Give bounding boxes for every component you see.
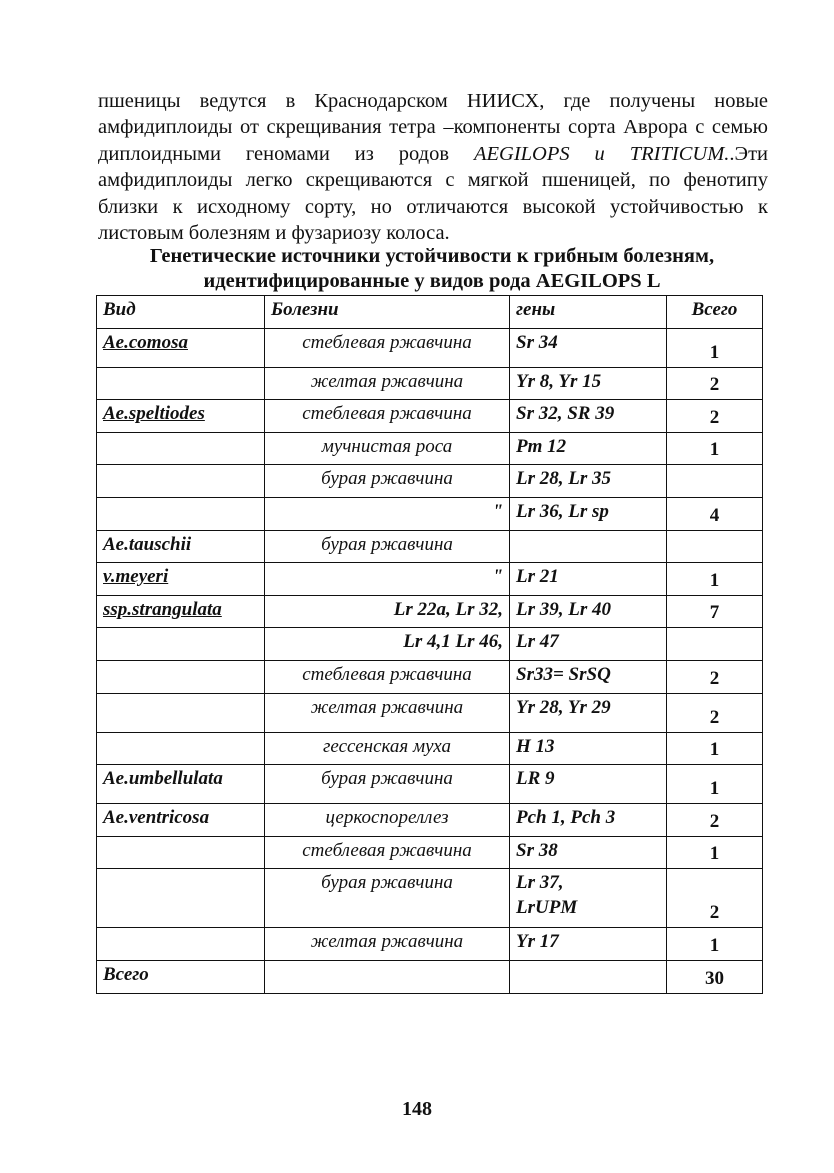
genes-cell: LR 9 xyxy=(510,765,667,804)
species-cell: v.meyeri xyxy=(103,566,169,588)
header-species: Вид xyxy=(97,296,265,329)
genes-cell: Sr 32, SR 39 xyxy=(510,400,667,433)
genes-cell xyxy=(510,960,667,993)
table-row xyxy=(97,563,763,596)
disease-cell: стеблевая ржавчина xyxy=(265,400,510,433)
genes-cell: Sr 38 xyxy=(510,836,667,869)
total-cell: 2 xyxy=(667,693,763,732)
genes-cell: Pch 1, Pch 3 xyxy=(510,804,667,837)
total-cell xyxy=(667,628,763,661)
genes-cell: Lr 39, Lr 40 xyxy=(510,595,667,628)
total-cell: 1 xyxy=(667,328,763,367)
disease-cell: " xyxy=(265,497,510,530)
table-title-line1: Генетические источники устойчивости к грибным болезням, xyxy=(149,245,715,267)
species-cell xyxy=(97,465,265,498)
species-cell xyxy=(97,693,265,732)
genes-cell: Lr 28, Lr 35 xyxy=(510,465,667,498)
genes-cell xyxy=(510,530,667,563)
table-row xyxy=(97,465,763,498)
table-row xyxy=(97,328,763,367)
disease-cell: бурая ржавчина xyxy=(265,530,510,563)
species-cell xyxy=(97,497,265,530)
resistance-table xyxy=(96,295,763,994)
table-row xyxy=(97,432,763,465)
genes-cell: Yr 8, Yr 15 xyxy=(510,367,667,400)
page-number: 148 xyxy=(402,1098,432,1120)
disease-cell: мучнистая роса xyxy=(265,432,510,465)
disease-cell: стеблевая ржавчина xyxy=(265,660,510,693)
disease-cell: Lr 4,1 Lr 46, xyxy=(265,628,510,661)
table-row xyxy=(97,400,763,433)
disease-cell: стеблевая ржавчина xyxy=(265,328,510,367)
genes-cell: Yr 28, Yr 29 xyxy=(510,693,667,732)
table-row xyxy=(97,693,763,732)
species-cell xyxy=(97,432,265,465)
table-row xyxy=(97,530,763,563)
species-cell: Ae.speltiodes xyxy=(103,403,205,425)
table-title xyxy=(96,244,768,294)
table-row xyxy=(97,732,763,765)
table-title-line2: идентифицированные у видов рода AEGILOPS L xyxy=(203,270,661,292)
table-row xyxy=(97,765,763,804)
genes-cell: Sr33= SrSQ xyxy=(510,660,667,693)
total-cell: 2 xyxy=(667,804,763,837)
table-row xyxy=(97,869,763,928)
body-paragraph xyxy=(98,88,768,246)
disease-cell: бурая ржавчина xyxy=(265,869,510,928)
species-cell xyxy=(97,732,265,765)
total-label-cell: Всего xyxy=(97,960,265,993)
disease-cell xyxy=(265,960,510,993)
genes-cell: Sr 34 xyxy=(510,328,667,367)
genes-line1: Lr 37, xyxy=(516,872,564,894)
total-cell: 1 xyxy=(667,732,763,765)
header-diseases: Болезни xyxy=(265,296,510,329)
table-header-row xyxy=(97,296,763,329)
species-cell: Ae.tauschii xyxy=(97,530,265,563)
species-cell: ssp.strangulata xyxy=(103,598,222,620)
total-cell: 2 xyxy=(667,367,763,400)
table-row xyxy=(97,367,763,400)
genes-cell: Pm 12 xyxy=(510,432,667,465)
table-row xyxy=(97,595,763,628)
total-cell: 2 xyxy=(667,660,763,693)
total-cell: 2 xyxy=(667,869,763,928)
disease-cell: желтая ржавчина xyxy=(265,928,510,961)
disease-cell: Lr 22a, Lr 32, xyxy=(265,595,510,628)
table-row xyxy=(97,836,763,869)
species-cell xyxy=(97,367,265,400)
genes-cell: H 13 xyxy=(510,732,667,765)
disease-cell: бурая ржавчина xyxy=(265,765,510,804)
header-genes: гены xyxy=(510,296,667,329)
disease-cell: церкоспореллез xyxy=(265,804,510,837)
table-row xyxy=(97,928,763,961)
species-cell xyxy=(97,869,265,928)
total-cell: 1 xyxy=(667,836,763,869)
total-cell: 1 xyxy=(667,432,763,465)
table-row xyxy=(97,804,763,837)
paragraph-text-b: .Эти амфидиплоиды легко скрещиваются с мягкой пшеницей, по фенотипу близки к исходному сорту, но отличаются высокой устойчивостью к листовым болезням и фузариозу колоса. xyxy=(98,142,768,245)
disease-cell: гессенская муха xyxy=(265,732,510,765)
total-cell: 1 xyxy=(667,928,763,961)
genes-cell: Lr 21 xyxy=(510,563,667,596)
header-total: Всего xyxy=(667,296,763,329)
species-cell xyxy=(97,628,265,661)
genes-cell: Lr 36, Lr sp xyxy=(510,497,667,530)
species-cell xyxy=(97,836,265,869)
table-row xyxy=(97,497,763,530)
table-row xyxy=(97,628,763,661)
genes-cell: Lr 47 xyxy=(510,628,667,661)
disease-cell: желтая ржавчина xyxy=(265,693,510,732)
disease-cell: стеблевая ржавчина xyxy=(265,836,510,869)
total-cell xyxy=(667,530,763,563)
species-cell: Ae.umbellulata xyxy=(97,765,265,804)
genes-line2: LrUPM xyxy=(516,897,578,919)
total-cell: 2 xyxy=(667,400,763,433)
species-cell: Ae.comosa xyxy=(103,331,188,353)
genes-cell xyxy=(510,869,667,928)
total-cell: 7 xyxy=(667,595,763,628)
total-cell: 4 xyxy=(667,497,763,530)
genes-cell: Yr 17 xyxy=(510,928,667,961)
species-cell xyxy=(97,660,265,693)
disease-cell: " xyxy=(265,563,510,596)
species-cell: Ae.ventricosa xyxy=(97,804,265,837)
disease-cell: желтая ржавчина xyxy=(265,367,510,400)
total-cell: 1 xyxy=(667,563,763,596)
disease-cell: бурая ржавчина xyxy=(265,465,510,498)
species-cell xyxy=(97,928,265,961)
total-cell: 1 xyxy=(667,765,763,804)
paragraph-text-a: пшеницы ведутся в Краснодарском НИИСХ, где получены новые амфидиплоиды от скрещивания тетра –компоненты сорта Аврора с семью диплоидными геномами из родов xyxy=(98,90,768,165)
table-row xyxy=(97,660,763,693)
grand-total-cell: 30 xyxy=(667,960,763,993)
table-total-row xyxy=(97,960,763,993)
paragraph-genus: AEGILOPS и TRITICUM. xyxy=(473,142,730,165)
total-cell xyxy=(667,465,763,498)
